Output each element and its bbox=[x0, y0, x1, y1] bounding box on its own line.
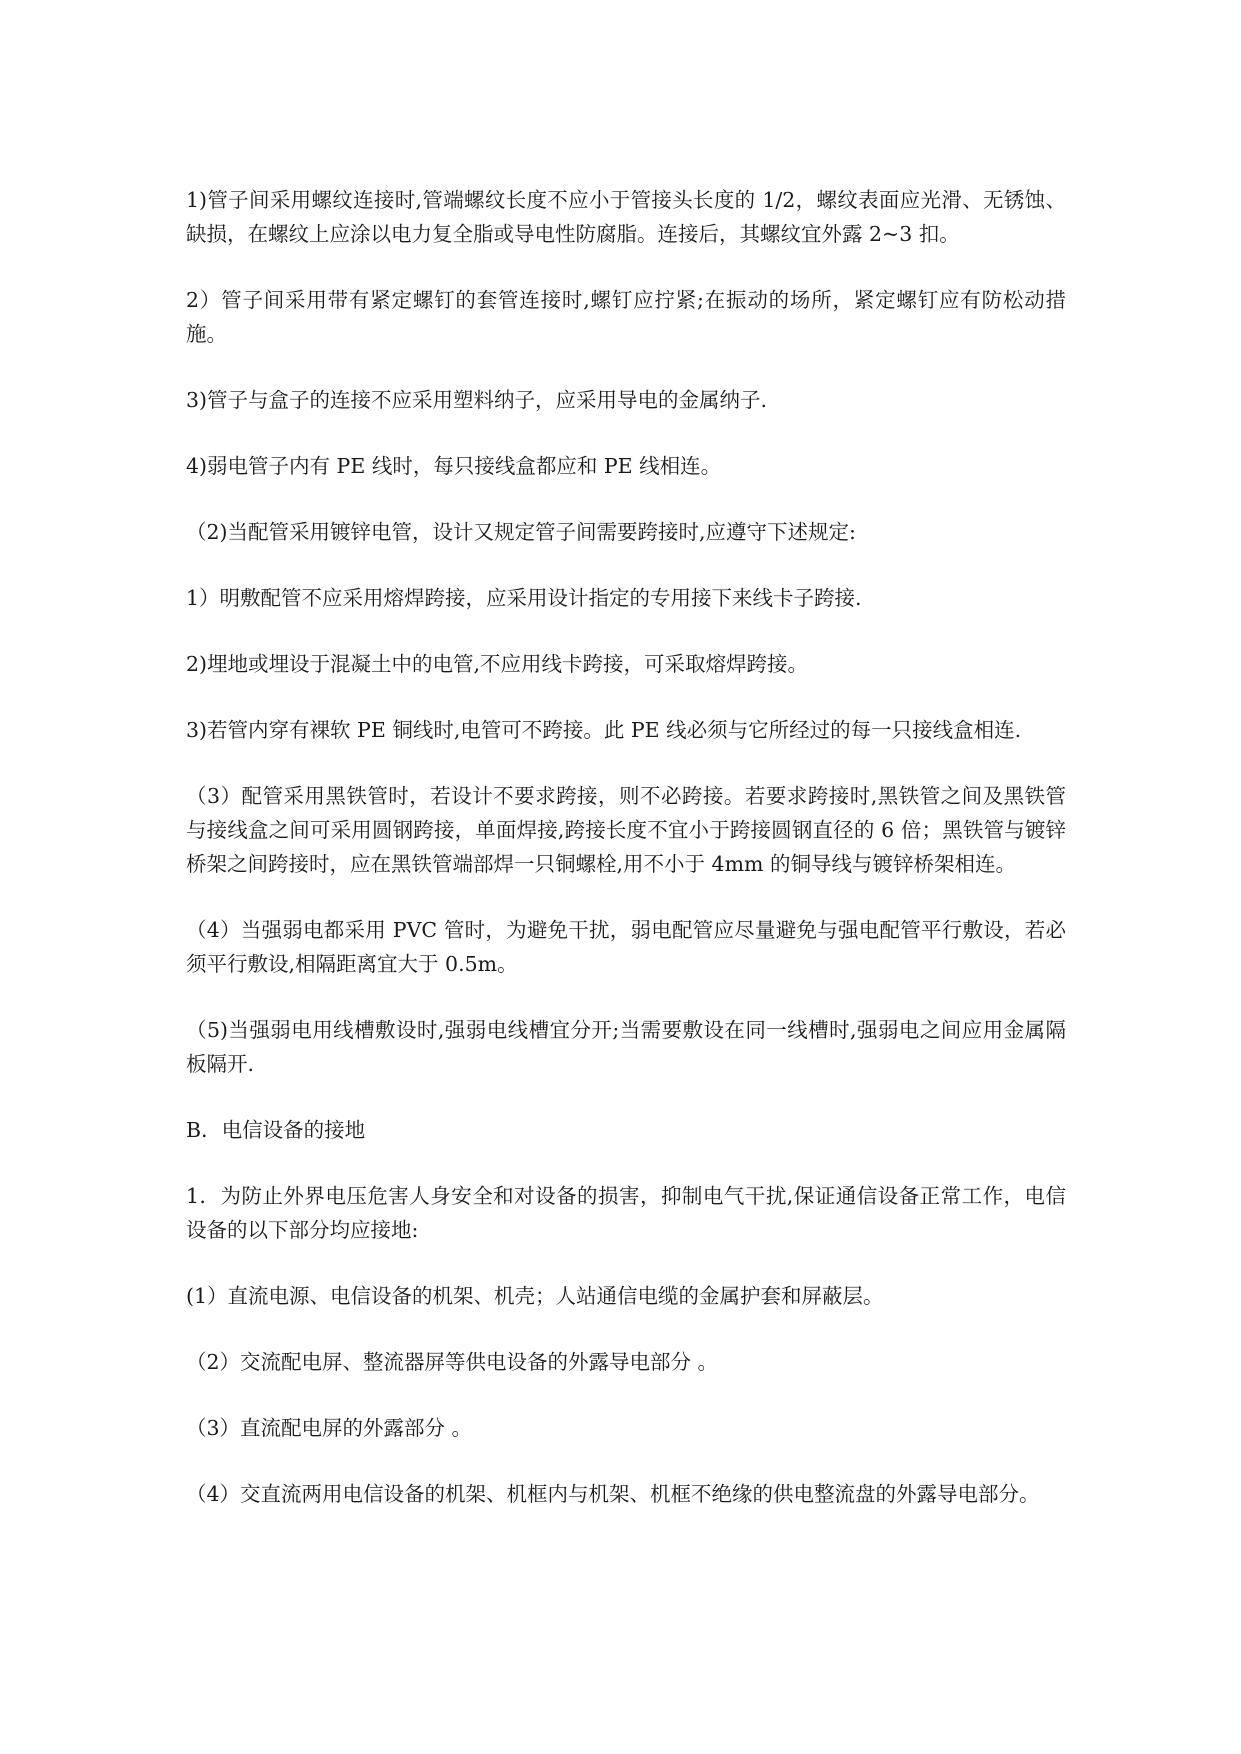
section-heading-telecom-grounding: B．电信设备的接地 bbox=[186, 1118, 366, 1142]
paragraph-buried-pipe: 2)埋地或埋设于混凝土中的电管,不应用线卡跨接，可采取熔焊跨接。 bbox=[186, 652, 809, 676]
list-item-ac-panel: （2）交流配电屏、整流器屏等供电设备的外露导电部分 。 bbox=[186, 1350, 719, 1374]
paragraph-bare-copper: 3)若管内穿有裸软 PE 铜线时,电管可不跨接。此 PE 线必须与它所经过的每一只接线盒相连. bbox=[186, 718, 1022, 742]
paragraph-sleeve-connection: 2）管子间采用带有紧定螺钉的套管连接时,螺钉应拧紧;在振动的场所，紧定螺钉应有防松动措施。 bbox=[186, 288, 1066, 346]
list-item-ac-dc-equipment: （4）交直流两用电信设备的机架、机框内与机架、机框不绝缘的供电整流盘的外露导电部分。 bbox=[186, 1482, 1040, 1506]
paragraph-black-iron-pipe: （3）配管采用黑铁管时，若设计不要求跨接，则不必跨接。若要求跨接时,黑铁管之间及黑铁管与接线盒之间可采用圆钢跨接，单面焊接,跨接长度不宜小于跨接圆钢直径的 6 倍；黑铁管与镀锌桥架之间跨接时，应在黑铁管端部焊一只铜螺栓,用不小于 4mm 的铜导线与镀锌桥架相连。 bbox=[186, 784, 1066, 876]
paragraph-pvc-pipe: （4）当强弱电都采用 PVC 管时，为避免干扰，弱电配管应尽量避免与强电配管平行敷设，若必须平行敷设,相隔距离宜大于 0.5m。 bbox=[186, 918, 1066, 976]
paragraph-galvanized-pipe: （2)当配管采用镀锌电管，设计又规定管子间需要跨接时,应遵守下述规定: bbox=[186, 520, 856, 544]
paragraph-surface-pipe: 1）明敷配管不应采用熔焊跨接，应采用设计指定的专用接下来线卡子跨接. bbox=[186, 586, 862, 610]
paragraph-cable-trough: （5)当强弱电用线槽敷设时,强弱电线槽宜分开;当需要敷设在同一线槽时,强弱电之间应用金属隔板隔开. bbox=[186, 1018, 1066, 1076]
document-body bbox=[186, 183, 1066, 1543]
list-item-dc-panel: （3）直流配电屏的外露部分 。 bbox=[186, 1416, 473, 1440]
paragraph-box-connection: 3)管子与盒子的连接不应采用塑料纳子，应采用导电的金属纳子. bbox=[186, 388, 768, 412]
paragraph-threaded-connection: 1)管子间采用螺纹连接时,管端螺纹长度不应小于管接头长度的 1/2，螺纹表面应光滑、无锈蚀、缺损，在螺纹上应涂以电力复全脂或导电性防腐脂。连接后，其螺纹宜外露 2~3 扣。 bbox=[186, 188, 1066, 246]
paragraph-grounding-intro: 1．为防止外界电压危害人身安全和对设备的损害，抑制电气干扰,保证通信设备正常工作，电信设备的以下部分均应接地: bbox=[186, 1184, 1066, 1242]
paragraph-pe-wire: 4)弱电管子内有 PE 线时，每只接线盒都应和 PE 线相连。 bbox=[186, 454, 722, 478]
list-item-dc-power: (1）直流电源、电信设备的机架、机壳；人站通信电缆的金属护套和屏蔽层。 bbox=[186, 1284, 884, 1308]
